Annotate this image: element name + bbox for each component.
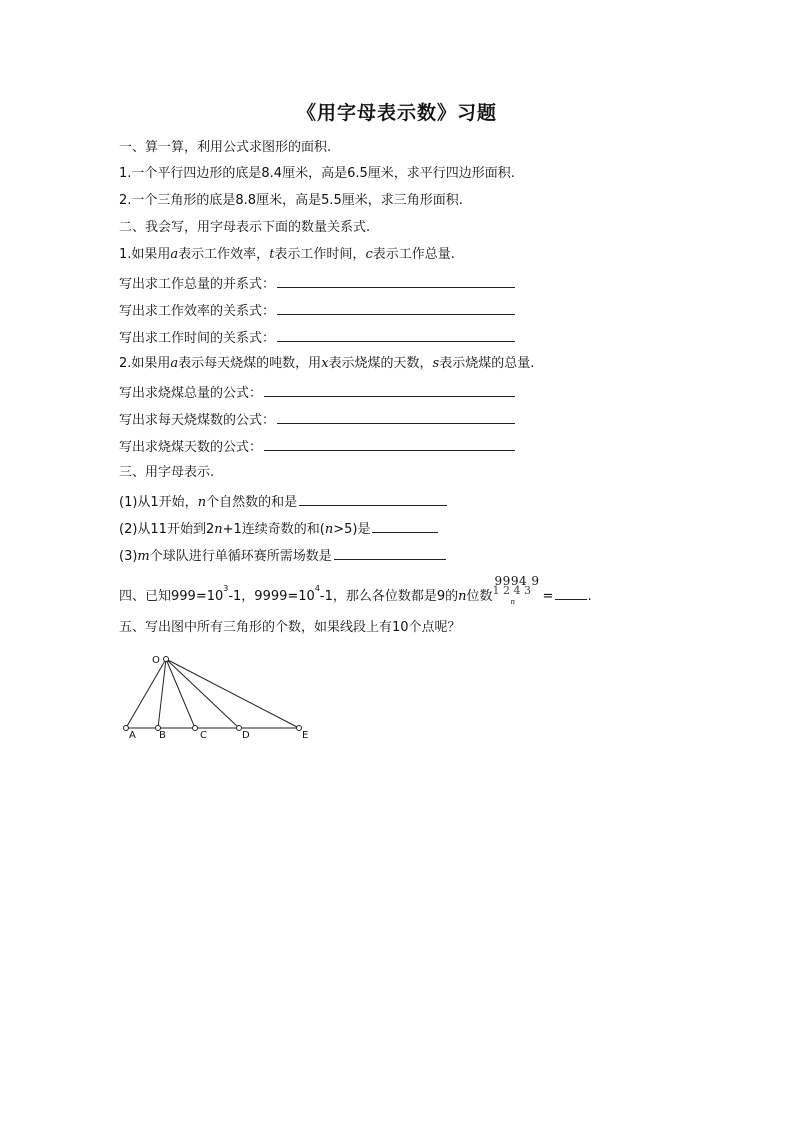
answer-blank[interactable] — [264, 436, 515, 451]
text: 个球队进行单循环赛所需场数是 — [149, 549, 332, 564]
prompt-label: 写出求工作总量的并系式： — [119, 277, 276, 292]
answer-line-coal-total — [119, 382, 515, 403]
segment-OC — [166, 659, 195, 728]
label-O: O — [152, 655, 160, 666]
text: (1)从1开始， — [119, 495, 198, 510]
text: 1.如果用 — [119, 247, 171, 262]
answer-blank[interactable] — [299, 491, 447, 506]
answer-blank[interactable] — [334, 545, 446, 560]
label-C: C — [200, 730, 207, 740]
section-1-question-2: 2.一个三角形的底是8.8厘米，高是5.5厘米，求三角形面积. — [119, 193, 463, 208]
point-D — [237, 726, 242, 731]
variable-a: a — [170, 356, 179, 371]
variable-n: n — [324, 522, 334, 537]
text: 个自然数的和是 — [206, 495, 298, 510]
triangle-figure — [118, 650, 318, 740]
text: -1，9999=10 — [228, 589, 315, 604]
text: 表示工作时间， — [274, 247, 366, 262]
text: 表示烧煤的总量. — [439, 356, 535, 371]
section-1-question-1: 1.一个平行四边形的底是8.4厘米，高是6.5厘米，求平行四边形面积. — [119, 166, 515, 181]
variable-n: n — [197, 495, 207, 510]
text: 表示每天烧煤的吨数，用 — [178, 356, 322, 371]
text: +1连续奇数的和( — [222, 522, 325, 537]
prompt-label: 写出求工作效率的关系式： — [119, 304, 276, 319]
text: >5)是 — [333, 522, 371, 537]
section-5-heading: 五、写出图中所有三角形的个数，如果线段上有10个点呢？ — [119, 620, 461, 635]
label-B: B — [159, 730, 166, 740]
answer-line-coal-days — [119, 436, 515, 457]
label-E: E — [302, 730, 309, 740]
section-3-heading: 三、用字母表示. — [119, 465, 215, 480]
segment-OD — [166, 659, 239, 728]
segment-OB — [158, 659, 166, 728]
point-O — [164, 657, 169, 662]
text: 位数 — [466, 589, 493, 604]
section-2-question-1 — [119, 246, 455, 264]
text: (2)从11开始到2 — [119, 522, 215, 537]
answer-blank[interactable] — [277, 300, 515, 315]
answer-blank[interactable] — [277, 327, 515, 342]
prompt-label: 写出求烧煤天数的公式： — [119, 440, 263, 455]
text: 表示烧煤的天数， — [328, 356, 433, 371]
variable-t: t — [269, 247, 275, 262]
variable-m: m — [137, 549, 150, 564]
variable-a: a — [170, 247, 179, 262]
nines-expression — [492, 574, 543, 606]
section-3-question-1 — [119, 491, 447, 512]
answer-blank[interactable] — [264, 382, 515, 397]
section-1-heading: 一、算一算，利用公式求图形的面积. — [119, 140, 332, 155]
answer-blank[interactable] — [277, 273, 515, 288]
answer-line-work-time — [119, 327, 515, 348]
text: 2.如果用 — [119, 356, 171, 371]
answer-blank[interactable] — [372, 518, 438, 533]
nines-subscript: n — [510, 598, 516, 606]
text: (3) — [119, 549, 138, 564]
answer-blank[interactable] — [277, 409, 515, 424]
nines-top: 9994 9 — [494, 574, 540, 588]
label-D: D — [242, 730, 250, 740]
point-C — [193, 726, 198, 731]
section-2-heading: 二、我会写，用字母表示下面的数量关系式. — [119, 220, 371, 235]
text: 表示工作效率， — [178, 247, 270, 262]
prompt-label: 写出求烧煤总量的公式： — [119, 386, 263, 401]
point-A — [124, 726, 129, 731]
prompt-label: 写出求工作时间的关系式： — [119, 331, 276, 346]
segment-OA — [126, 659, 166, 728]
text: = — [542, 589, 554, 604]
answer-line-work-efficiency — [119, 300, 515, 321]
section-3-question-3 — [119, 545, 446, 566]
text: 四、已知999=10 — [119, 589, 224, 604]
nines-mid: 1 2 4 3 — [492, 584, 532, 597]
exponent: 4 — [314, 584, 320, 593]
text: . — [587, 589, 592, 604]
answer-line-coal-daily — [119, 409, 515, 430]
section-3-question-2 — [119, 518, 438, 539]
point-E — [297, 726, 302, 731]
variable-c: c — [365, 247, 373, 262]
variable-x: x — [321, 356, 329, 371]
section-4-question — [119, 574, 592, 606]
prompt-label: 写出求每天烧煤数的公式： — [119, 413, 276, 428]
text: 表示工作总量. — [372, 247, 455, 262]
variable-n: n — [458, 589, 467, 604]
section-2-question-2 — [119, 355, 534, 373]
answer-blank[interactable] — [555, 585, 587, 600]
exponent: 3 — [223, 584, 229, 593]
variable-n: n — [214, 522, 223, 537]
label-A: A — [129, 730, 136, 740]
variable-s: s — [432, 356, 440, 371]
text: -1，那么各位数都是9的 — [319, 589, 459, 604]
segment-OE — [166, 659, 299, 728]
page-title: 《用字母表示数》习题 — [296, 102, 497, 124]
answer-line-work-total — [119, 273, 515, 294]
